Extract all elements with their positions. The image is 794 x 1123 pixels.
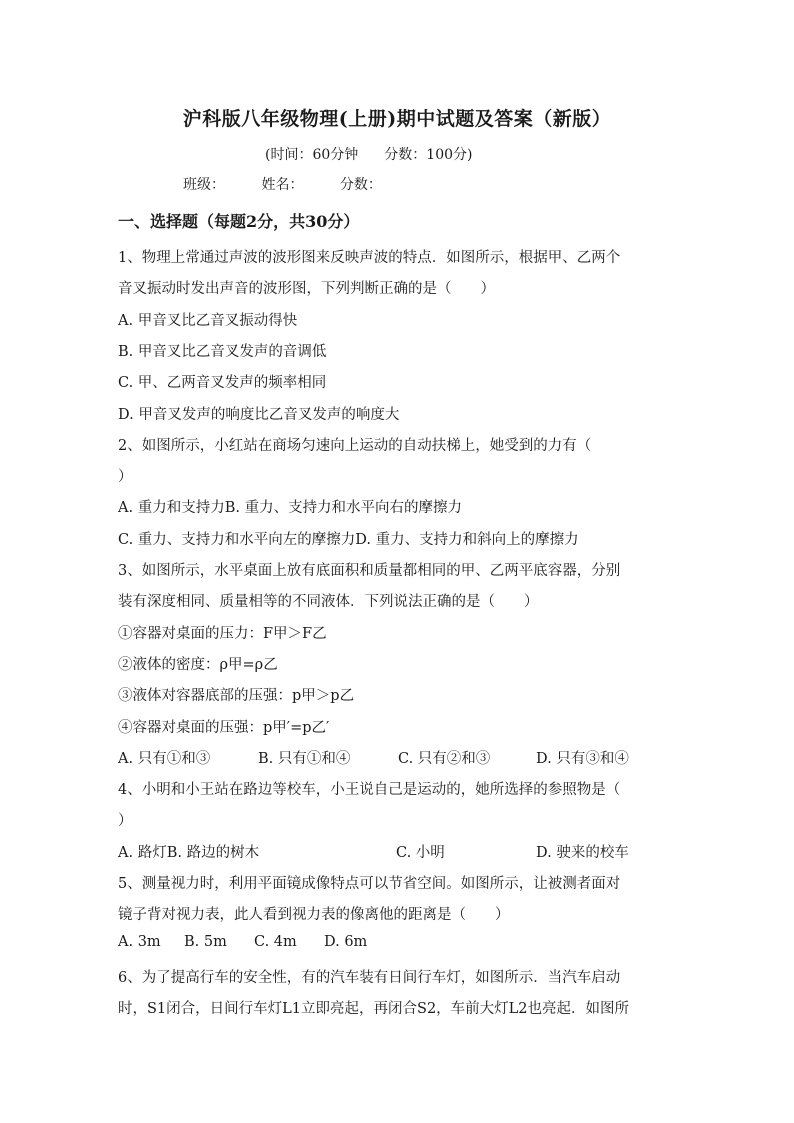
question-5-option-b: B. 5m xyxy=(184,934,227,950)
question-4-option-d: D. 驶来的校车 xyxy=(536,845,629,861)
question-1-option-d: D. 甲音叉发声的响度比乙音叉发声的响度大 xyxy=(118,407,400,423)
question-3-option-c: C. 只有②和③ xyxy=(398,751,491,767)
question-3-line-2: 装有深度相同、质量相等的不同液体．下列说法正确的是（ ） xyxy=(118,594,539,610)
question-3-option-b: B. 只有①和④ xyxy=(258,751,351,767)
question-2-line-1: 2、如图所示，小红站在商场匀速向上运动的自动扶梯上，她受到的力有（ xyxy=(118,438,592,454)
question-3-option-d: D. 只有③和④ xyxy=(536,751,629,767)
question-5-option-c: C. 4m xyxy=(254,934,297,950)
question-4-option-c: C. 小明 xyxy=(396,845,445,861)
question-5-line-1: 5、测量视力时，利用平面镜成像特点可以节省空间。如图所示，让被测者面对 xyxy=(118,876,621,892)
exam-score-total: 分数：100分) xyxy=(384,147,473,163)
exam-subtitle xyxy=(265,144,472,164)
question-3-option-a: A. 只有①和③ xyxy=(118,751,211,767)
class-label: 班级： xyxy=(183,177,225,193)
question-1-line-1: 1、物理上常通过声波的波形图来反映声波的特点．如图所示，根据甲、乙两个 xyxy=(118,250,621,266)
question-1-option-c: C. 甲、乙两音叉发声的频率相同 xyxy=(118,375,327,391)
question-1-option-b: B. 甲音叉比乙音叉发声的音调低 xyxy=(118,344,327,360)
question-2-options-cd: C. 重力、支持力和水平向左的摩擦力D. 重力、支持力和斜向上的摩擦力 xyxy=(118,532,579,548)
question-3-statement-4: ④容器对桌面的压强：p甲′=p乙′ xyxy=(118,720,330,736)
question-2-line-2: ） xyxy=(118,469,133,485)
question-1-option-a: A. 甲音叉比乙音叉振动得快 xyxy=(118,313,298,329)
question-3-statement-3: ③液体对容器底部的压强：p甲＞p乙 xyxy=(118,688,355,704)
question-4-line-1: 4、小明和小王站在路边等校车，小王说自己是运动的，她所选择的参照物是（ xyxy=(118,782,621,798)
student-info-line xyxy=(183,174,382,194)
question-3-statement-1: ①容器对桌面的压力：F甲＞F乙 xyxy=(118,626,327,642)
question-3-options xyxy=(118,747,629,768)
question-4-options xyxy=(118,841,629,862)
question-5-option-d: D. 6m xyxy=(324,934,368,950)
question-3-statement-2: ②液体的密度：ρ甲=ρ乙 xyxy=(118,657,278,673)
section-heading: 一、选择题（每题2分，共30分） xyxy=(118,212,360,231)
question-2-options-ab: A. 重力和支持力B. 重力、支持力和水平向右的摩擦力 xyxy=(118,500,463,516)
page-title: 沪科版八年级物理(上册)期中试题及答案（新版） xyxy=(182,108,612,130)
score-label: 分数： xyxy=(339,177,382,193)
question-6-line-1: 6、为了提高行车的安全性，有的汽车装有日间行车灯，如图所示．当汽车启动 xyxy=(118,970,621,986)
question-3-line-1: 3、如图所示，水平桌面上放有底面积和质量都相同的甲、乙两平底容器，分别 xyxy=(118,563,621,579)
name-label: 姓名： xyxy=(261,177,304,193)
question-6-line-2: 时，S1闭合，日间行车灯L1立即亮起，再闭合S2，车前大灯L2也亮起．如图所 xyxy=(118,1001,630,1017)
question-1-line-2: 音叉振动时发出声音的波形图，下列判断正确的是（ ） xyxy=(118,281,495,297)
question-5-option-a: A. 3m xyxy=(118,934,161,950)
question-5-line-2: 镜子背对视力表，此人看到视力表的像离他的距离是（ ） xyxy=(118,907,510,923)
question-5-options xyxy=(118,934,367,950)
question-4-options-ab: A. 路灯B. 路边的树木 xyxy=(118,845,260,861)
exam-time: (时间：60分钟 xyxy=(265,147,359,163)
question-4-line-2: ） xyxy=(118,813,133,829)
